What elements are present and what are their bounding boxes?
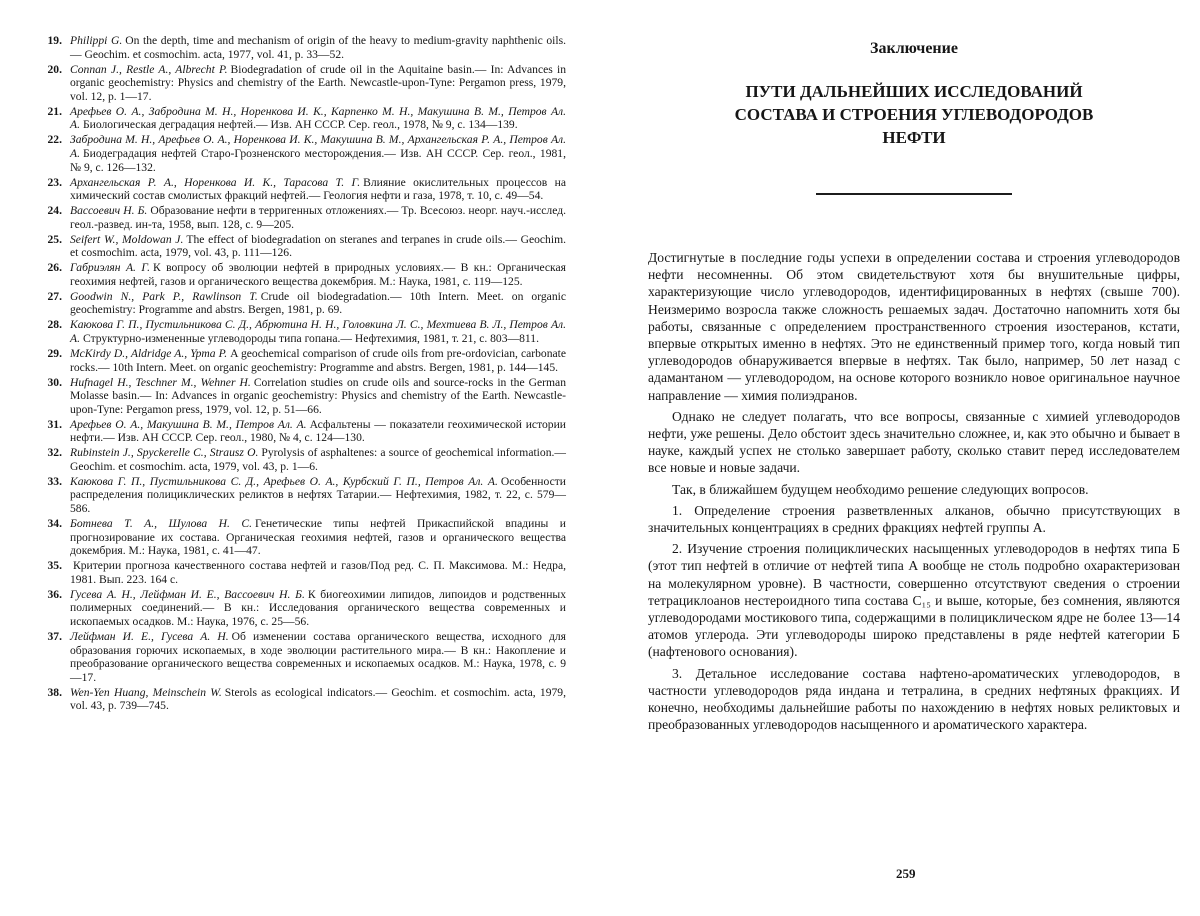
reference-authors: Hufnagel H., Teschner M., Wehner H. [70,375,251,389]
reference-authors: Гусева А. Н., Лейфман И. Е., Вассоевич Н. Б. [70,587,305,601]
reference-text: Correlation studies on crude oils and source-rocks in the German Molasse basin.— In: Advances in organic geochemistry: Physics and chemistry of the Earth. Newcastle-upon-Tyne: Pergamon press, 1979, vol. 12, p. 51—66. [70,375,566,416]
reference-text: On the depth, time and mechanism of origin of the heavy to medium-gravity naphthenic oils.— Geochim. et cosmochim. acta, 1977, vol. 41, p. 33—52. [70,34,566,61]
reference-text: A geochemical comparison of crude oils from pre-ordovician, carbonate rocks.— 10th Intern. Meet. on organic geochemistry: Programme and abstrs. Bergen, 1981, p. 144—145. [70,346,567,374]
reference-authors: Каюкова Г. П., Пустильникова С. Д., Арефьев О. А., Курбский Г. П., Петров Ал. А. [70,474,498,488]
reference-number: 29. [47,346,62,360]
reference-authors: McKirdy D., Aldridge A., Ypma P. [70,346,228,360]
paragraph: Так, в ближайшем будущем необходимо решение следующих вопросов. [672,481,1089,497]
reference-text: Biodegradation of crude oil in the Aquitaine basin.— In: Advances in organic geochemistry: Physics and chemistry of the Earth. Newcastle-upon-Tyne: Pergamon press, 1979, vol. 12, p. 1—17. [70,62,566,103]
reference-authors: Connan J., Restle A., Albrecht P. [70,62,228,76]
reference-text: К биогеохимии липидов, липоидов и родственных полимерных соединений.— В кн.: Исследования органического вещества современных и ископаемых осадков. М.: Наука, 1976, с. 25—56. [70,587,566,628]
title-divider [816,193,1012,195]
reference-number: 30. [47,375,62,389]
reference-list [18,34,566,714]
reference-text: Crude oil biodegradation.— 10th Intern. Meet. on organic geochemistry: Programme and abstrs. Bergen, 1981, p. 69. [70,289,566,317]
reference-number: 22. [47,133,62,147]
reference-number: 28. [47,318,62,332]
reference-entry [18,418,566,445]
reference-entry [18,233,566,260]
reference-text: Sterols as ecological indicators.— Geochim. et cosmochim. acta, 1979, vol. 43, p. 739—745. [70,685,567,713]
paragraph: 3. Детальное исследование состава нафтено-ароматических углеводородов, в частности углеводородов ряда индана и тетралина, в средних нефтяных фракциях. И конечно, необходимы дальнейшие работы по нахождению в нефтях новых реликтовых и преобразованных углеводородов насыщенного и ароматического характера. [648,665,1180,733]
paragraph: 1. Определение строения разветвленных алканов, обычно присутствующих в значительных концентрациях в средних фракциях нефтей группы А. [648,502,1180,536]
reference-authors: Забродина М. Н., Арефьев О. А., Норенкова И. К., Макушина В. М., Архангельская Р. А., Петров Ал. А. [70,133,566,160]
paragraph: 2. Изучение строения полициклических насыщенных углеводородов в нефтях типа Б (этот тип нефтей в отличие от нефтей типа А вообще не столь подробно охарактеризован на молекулярном уровне). В частности, совершенно отсутствуют сведения о строении тетрациклоанов нестероидного типа состава C₁₅ и выше, которые, без сомнения, являются углеводородами мостикового типа, содержащими в полициклическом ядре не более 13—14 атомов углерода. Эти углеводороды широко представлены в ряде нефтей категории Б (нафтенового основания). [648,541,1180,660]
reference-entry [18,261,566,288]
reference-text: Об изменении состава органического вещества, исходного для образования горючих ископаемых, в ходе эволюции растительного мира.— В кн.: Накопление и преобразование органического вещества современных и ископаемых осадков. М.: Наука, 1978, с. 9—17. [70,629,566,684]
reference-authors: Rubinstein J., Spyckerelle C., Strausz O. [70,446,259,460]
reference-authors: Ботнева Т. А., Шулова Н. С. [70,517,252,531]
reference-authors: Goodwin N., Park P., Rawlinson T. [70,289,258,303]
reference-text: The effect of biodegradation on steranes and terpanes in crude oils.— Geochim. et cosmochim. acta, 1979, vol. 43, p. 111—126. [70,232,566,260]
reference-number: 32. [47,446,62,460]
reference-number: 37. [47,629,62,643]
reference-number: 24. [47,204,62,218]
reference-number: 33. [47,474,62,488]
body-text [648,249,1180,733]
reference-entry [18,63,566,104]
reference-entry [18,204,566,231]
reference-text: Асфальтены — показатели геохимической истории нефти.— Изв. АН СССР. Сер. геол., 1980, № 4, с. 124—130. [70,417,566,445]
reference-number: 25. [47,232,62,246]
reference-entry [18,686,566,713]
reference-text: Биодеградация нефтей Старо-Грозненского месторождения.— Изв. АН СССР. Сер. геол., 1981, № 9, с. 126—132. [70,146,566,174]
reference-number: 36. [47,587,62,601]
reference-text: Особенности распределения полициклических реликтов в нефтях Татарии.— Нефтехимия, 1982, т. 22, с. 579—586. [70,474,566,516]
reference-number: 20. [47,62,62,76]
reference-authors: Габриэлян А. Г. [70,261,150,275]
reference-text: Критерии прогноза качественного состава нефтей и газов/Под ред. С. П. Максимова. М.: Недра, 1981. Вып. 223. 164 с. [70,559,566,586]
reference-text: К вопросу об эволюции нефтей в природных условиях.— В кн.: Органическая геохимия нефтей, газов и органического вещества докембрия. М.: Наука, 1981, с. 119—125. [70,261,566,288]
reference-entry [18,517,566,558]
reference-entry [18,290,566,317]
reference-entry [18,630,566,684]
reference-authors: Арефьев О. А., Макушина В. М., Петров Ал. А. [70,417,307,431]
conclusion-page [648,40,1180,733]
reference-entry [18,105,566,132]
reference-number: 35. [47,559,62,573]
reference-entry [18,446,566,473]
page-number: 259 [896,866,916,881]
reference-number: 31. [47,417,62,431]
reference-authors: Архангельская Р. А., Норенкова И. К., Тарасова Т. Г. [70,175,361,189]
reference-authors: Каюкова Г. П., Пустильникова С. Д., Абрютина Н. Н., Головкина Л. С., Мехтиева В. Л., Петров Ал. А. [70,318,566,345]
reference-text: Pyrolysis of asphaltenes: a source of geochemical information.— Geochim. et cosmochim. acta, 1979, vol. 43, p. 1—6. [70,446,566,473]
reference-number: 38. [47,685,62,699]
reference-entry [18,475,566,516]
reference-entry [18,559,566,586]
reference-entry [18,376,566,417]
reference-entry [18,176,566,203]
reference-number: 23. [47,175,62,189]
reference-entry [18,588,566,629]
reference-authors: Seifert W., Moldowan J. [70,232,184,246]
reference-number: 26. [47,261,62,275]
reference-text: Структурно-измененные углеводороды типа гопана.— Нефтехимия, 1981, т. 21, с. 803—811. [82,331,539,345]
paragraph: Однако не следует полагать, что все вопросы, связанные с химией углеводородов нефти, уже решены. Дело обстоит здесь значительно сложнее, и, как это обычно и бывает в науке, каждый успех не столько завершает работу, сколько ставит перед исследователем все новые и новые задачи. [648,408,1180,476]
reference-authors: Арефьев О. А., Забродина М. Н., Норенкова И. К., Карпенко М. Н., Макушина В. М., Петров Ал. А. [70,104,566,132]
chapter-label: Заключение [870,40,958,57]
reference-number: 34. [47,517,62,531]
chapter-title: ПУТИ ДАЛЬНЕЙШИХ ИССЛЕДОВАНИЙ СОСТАВА И СТРОЕНИЯ УГЛЕВОДОРОДОВ НЕФТИ [734,82,1094,147]
reference-entry [18,318,566,345]
reference-number: 27. [47,289,62,303]
reference-entry [18,347,566,374]
reference-number: 21. [47,104,62,118]
reference-text: Генетические типы нефтей Прикаспийской впадины и прогнозирование их состава. Органическая геохимия нефтей, газов и органического вещества докембрия. М.: Наука, 1981, с. 41—47. [70,517,566,558]
reference-entry [18,34,566,61]
paragraph: Достигнутые в последние годы успехи в определении состава и строения углеводородов нефти несомненны. Об этом свидетельствуют хотя бы внушительные цифры, характеризующие число углеводородов, идентифицированных в нефтях (свыше 700). Неизмеримо возросла также сложность решаемых задач. Достаточно напомнить хотя бы работы, связанные с определением пространственного строения изостеранов, кстати, впервые открытых именно в нефтях. Это не единственный пример того, когда новый тип углеводородов обнаруживается впервые в нефтях. Так было, например, 50 лет назад с адамантаном — углеводородом, на основе которого возникло новое оригинальное научное направление — химия полиэдранов. [648,250,1180,403]
reference-entry [18,133,566,174]
reference-authors: Philippi G. [70,34,123,47]
reference-authors: Вассоевич Н. Б. [70,204,148,218]
reference-number: 19. [47,34,62,47]
reference-authors: Wen-Yen Huang, Meinschein W. [70,685,222,699]
reference-authors: Лейфман И. Е., Гусева А. Н. [70,629,229,643]
reference-text: Биологическая деградация нефтей.— Изв. АН СССР. Сер. геол., 1978, № 9, с. 134—139. [82,118,518,132]
reference-text: Образование нефти в терригенных отложениях.— Тр. Всесоюз. неорг. науч.-исслед. геол.-развед. ин-та, 1958, вып. 128, с. 9—205. [70,204,566,231]
reference-text: Влияние окислительных процессов на химический состав смолистых фракций нефтей.— Геология нефти и газа, 1978, т. 10, с. 49—54. [70,175,566,203]
